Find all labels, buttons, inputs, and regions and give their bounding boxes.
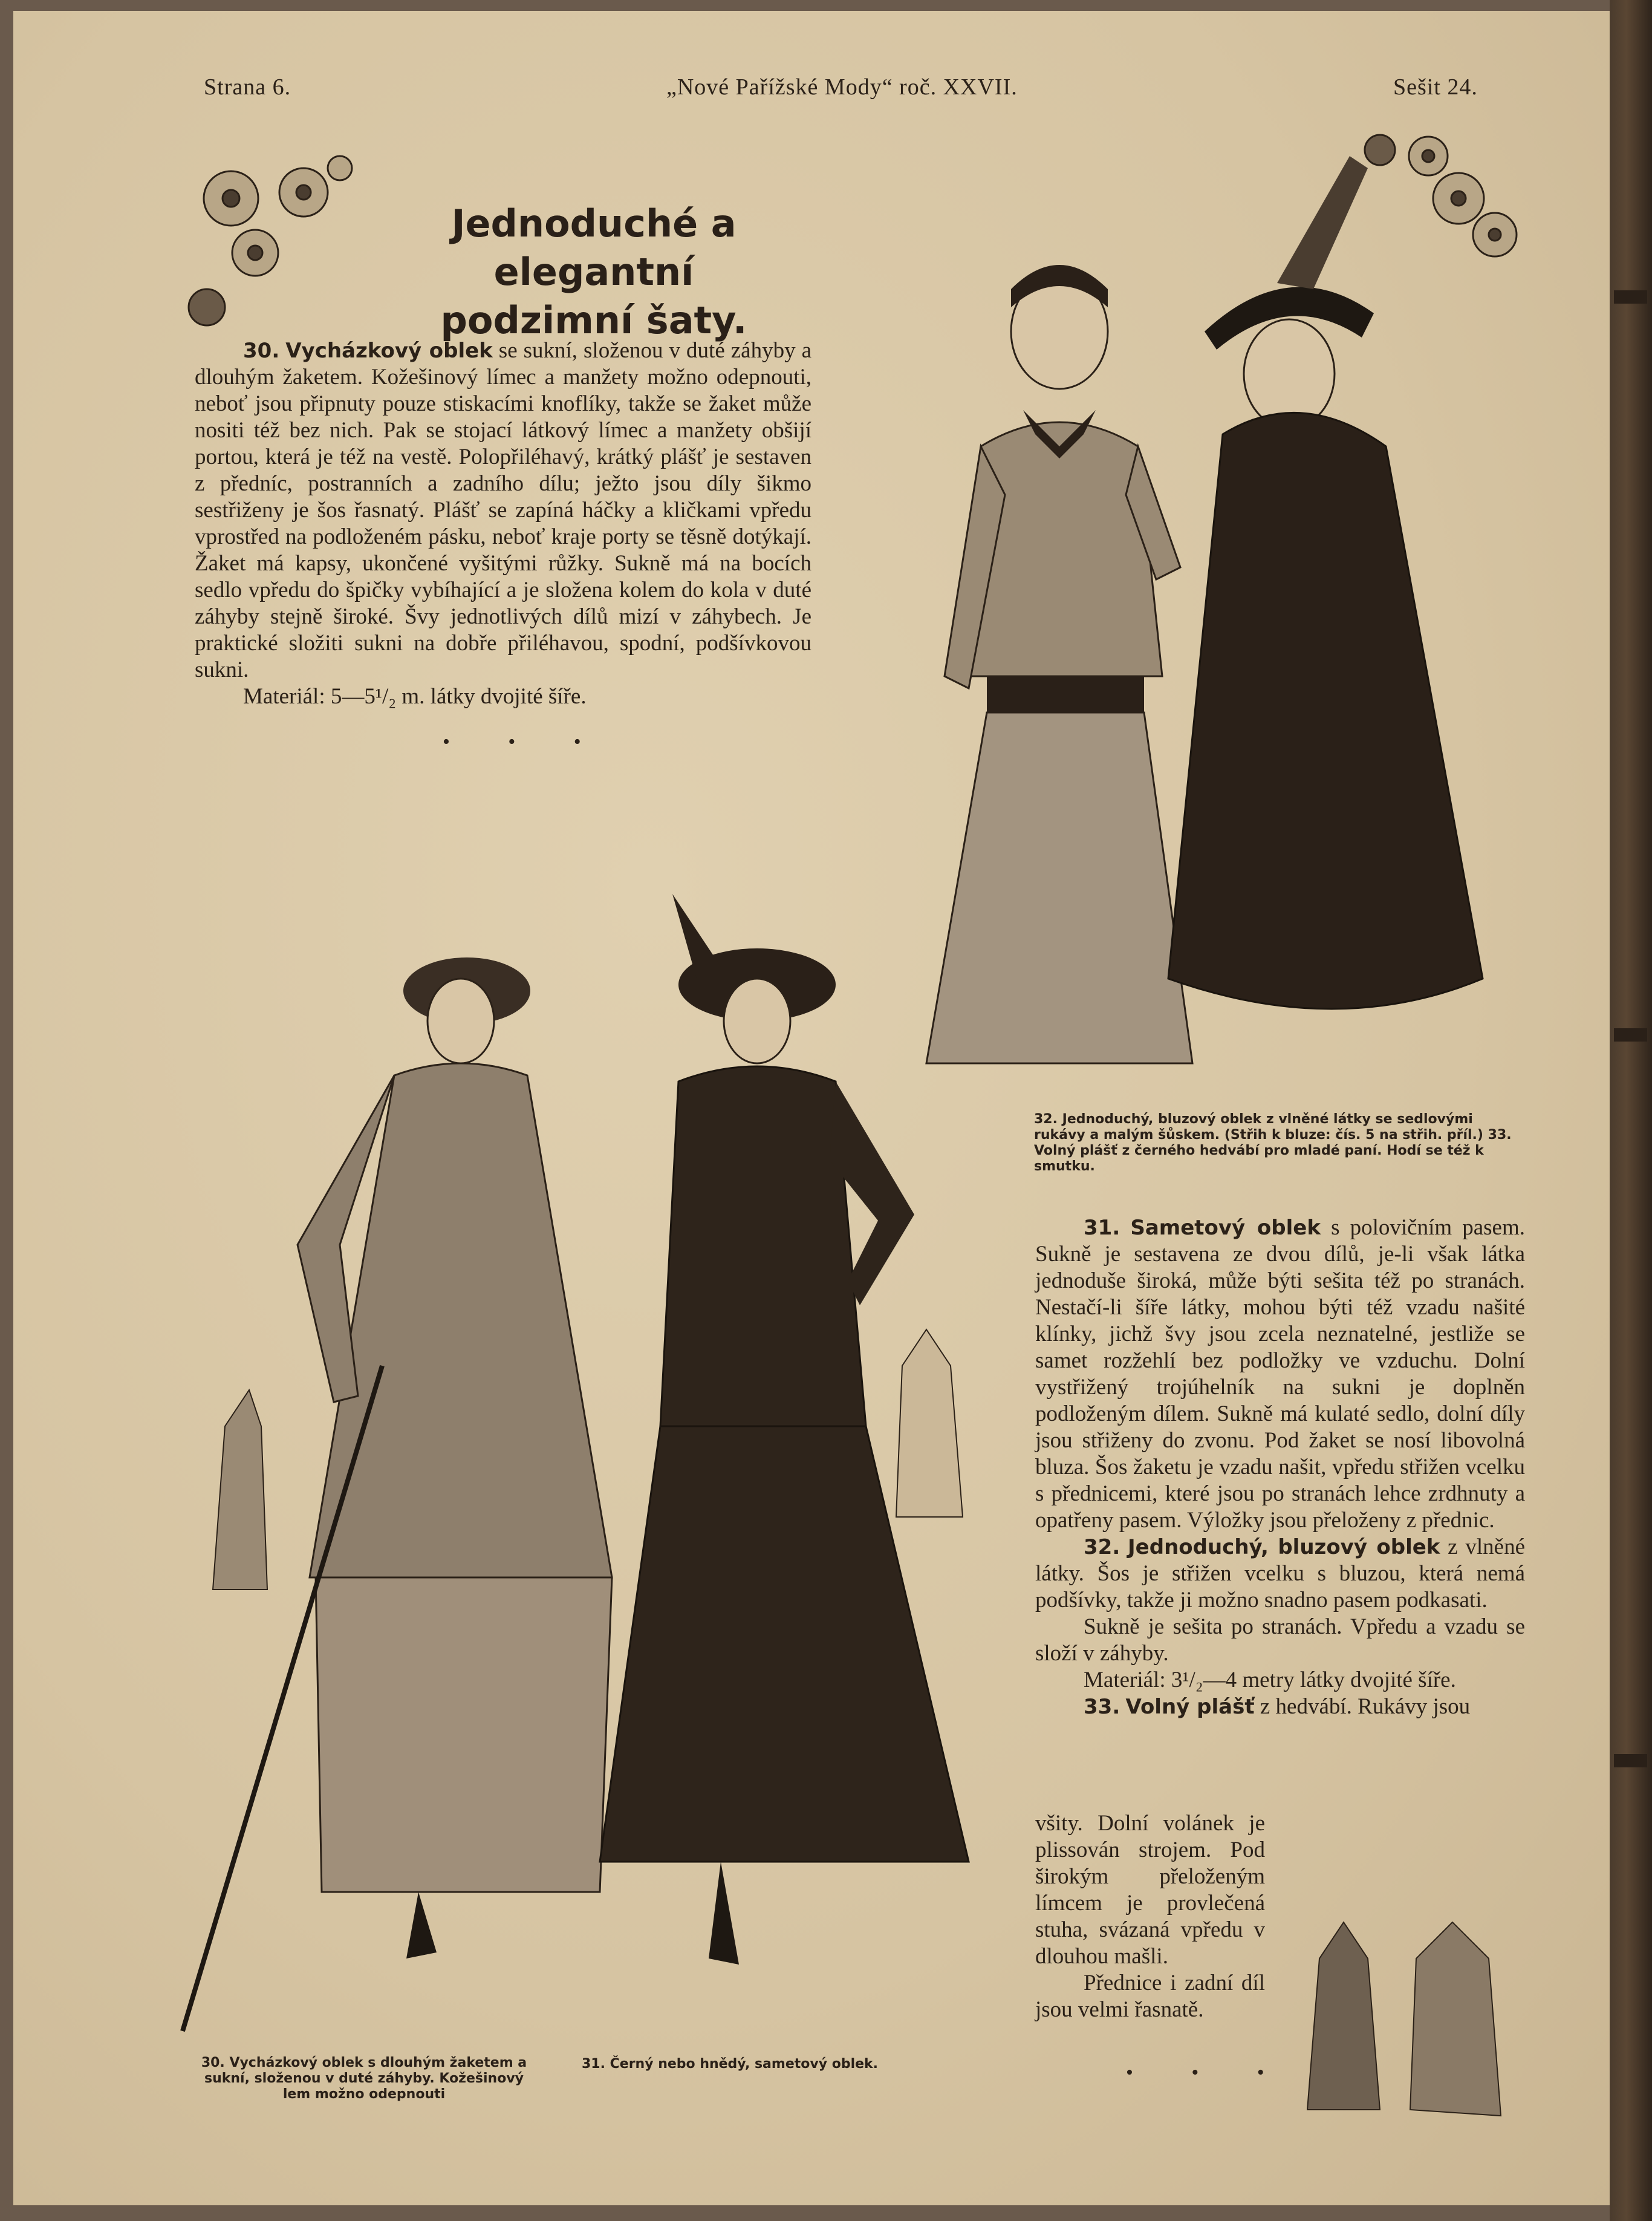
article-30-material: Materiál: 5—5¹/₂ m. látky dvojité šíře. xyxy=(243,684,587,709)
illustration-33-back xyxy=(1295,1910,1519,2128)
spine-band xyxy=(1614,1028,1647,1042)
article-31-body: s polovičním pasem. Sukně je sestavena ze dvou dílů, je-li však látka jednoduše široká, může býti sešita též po stranách. Nestačí-li šíře látky, mohou býti též vzadu našité klínky, jichž švy jsou zcela neznatelné, jestliže se samet rozžehlí bez podložky ve vzduchu. Dolní vystřižený trojúhelník na sukni je doplněn podloženým dílem. Sukně má kulaté sedlo, dolní díly jsou střiženy do zvonu. Pod žaket se nosí libovolná bluza. Šos žaketu je vzadu našit, vpředu střižen vcelku s přednicemi, které jsou po stranách lehce zrdhnuty a opatřeny pasem. Výložky jsou přeloženy z přednic. xyxy=(1035,1215,1526,1533)
page-number: Strana 6. xyxy=(204,74,291,100)
magazine-title: „Nové Pařížské Mody“ roč. XXVII. xyxy=(666,74,1018,100)
title-line-2: podzimní šaty. xyxy=(440,298,747,342)
caption-32-33: 32. Jednoduchý, bluzový oblek z vlněné látky se sedlovými rukávy a malým šůskem. (Střih k bluze: čís. 5 na střih. příl.) 33. Volný plášť z černého hedvábí pro mladé paní. Hodí se též k smutku. xyxy=(1034,1112,1512,1174)
article-30-body: se sukní, složenou v duté záhyby a dlouhým žaketem. Kožešinový límec a manžety možno odepnouti, neboť jsou připnuty pouze stiskacími knoflíky, takže se žaket může nositi též bez nich. Pak se stojací látkový límec a manžety obšijí portou, která je též na vestě. Polopřiléhavý, krátký plášť je sestaven z předníc, postranních a zadního dílu; ježto jsou díly šikmo sestřiženy je šos řasnatý. Plášť se zapíná háčky a kličkami vpředu vprostřed na podloženém pásku, neboť kraje porty se těsně dotýkají. Žaket má kapsy, ukončené vyšitými růžky. Sukně má na bocích sedlo vpředu do špičky vybíhající a je složena kolem do kola v duté záhyby stejně široké. Švy jednotlivých dílů mizí v záhybech. Je praktické složiti sukni na dobře přiléhavou, spodní, podšívkovou sukni. xyxy=(195,338,812,682)
article-33-body: všity. Dolní volánek je plissován strojem. Pod širokým přeloženým límcem je provlečená stuha, svázaná vpředu v dlouhou mašli. xyxy=(1035,1811,1265,1969)
magazine-page xyxy=(13,11,1618,2205)
article-30-text xyxy=(195,338,811,710)
article-33-body-lead: z hedvábí. Rukávy jsou xyxy=(1254,1694,1471,1719)
article-33-text xyxy=(1035,1810,1265,2023)
ornament-dots: • • • xyxy=(443,731,608,753)
spine-band xyxy=(1614,1754,1647,1767)
caption-31: 31. Černý nebo hnědý, sametový oblek. xyxy=(582,2056,879,2072)
article-32-material: Materiál: 3¹/₂—4 metry látky dvojité šíře. xyxy=(1084,1668,1456,1692)
caption-30: 30. Vycházkový oblek s dlouhým žaketem a sukní, složenou v duté záhyby. Kožešinový lem možno odepnouti xyxy=(201,2055,527,2102)
article-30-heading: Vycházkový oblek xyxy=(285,339,493,363)
book-spine xyxy=(1610,0,1652,2221)
article-31-heading: Sametový oblek xyxy=(1130,1216,1321,1240)
article-33-number: 33. xyxy=(1084,1695,1120,1719)
article-32-body-2: Sukně je sešita po stranách. Vpředu a vzadu se složí v záhyby. xyxy=(1035,1614,1525,1666)
right-column-text xyxy=(1035,1215,1525,1720)
article-32-body: z vlněné látky. Šos je střižen vcelku s bluzou, která nemá podšívky, takže ji možno snadno pasem podkasati. xyxy=(1035,1534,1526,1613)
article-31-number: 31. xyxy=(1084,1216,1120,1240)
article-33-body-2: Přednice i zadní díl jsou velmi řasnatě. xyxy=(1035,1971,1265,2022)
article-33-heading: Volný plášť xyxy=(1125,1695,1255,1719)
spine-band xyxy=(1614,290,1647,304)
article-32-number: 32. xyxy=(1084,1535,1120,1559)
ornament-dots-2: • • • xyxy=(1126,2061,1291,2084)
issue-number: Sešit 24. xyxy=(1393,74,1478,100)
article-32-heading: Jednoduchý, bluzový oblek xyxy=(1128,1535,1440,1559)
article-30-number: 30. xyxy=(243,339,280,363)
article-title xyxy=(352,200,836,345)
title-line-1: Jednoduché a elegantní xyxy=(451,201,737,294)
illustration-30-31 xyxy=(177,821,1023,2037)
